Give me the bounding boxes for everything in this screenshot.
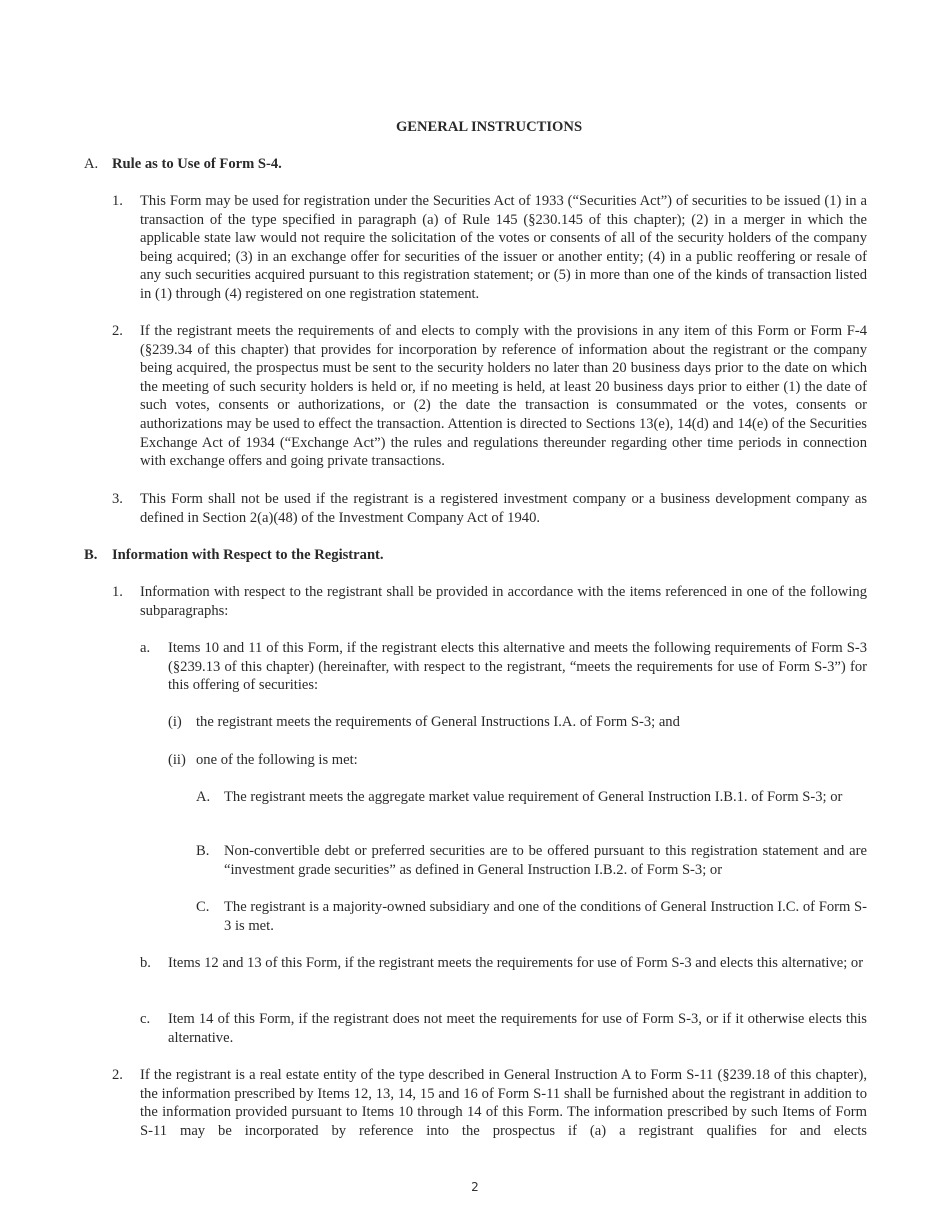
- item-text: This Form shall not be used if the registrant is a registered investment company or a business development company as defined in Section 2(a)(48) of the Investment Company Act of 1940.: [140, 491, 867, 526]
- page-title: GENERAL INSTRUCTIONS: [395, 119, 583, 135]
- item-label: 1.: [112, 193, 123, 209]
- condition-label: A.: [196, 789, 211, 805]
- section-a-title: Rule as to Use of Form S-4.: [112, 156, 282, 172]
- item-label: 2.: [112, 1067, 123, 1083]
- section-b-title: Information with Respect to the Registrant.: [112, 547, 384, 563]
- item-label: 3.: [112, 491, 123, 507]
- section-a-label: A.: [84, 156, 99, 172]
- item-text: If the registrant meets the requirements of and elects to comply with the provisions in any item of this Form or Form F-4 (§239.34 of this chapter) that provides for incorporation by reference of information about the registrant or the company being acquired, the prospectus must be sent to the security holders no later than 20 business days prior to the date on which the meeting of such security holders is held or, if no meeting is held, at least 20 business days prior to either (1) the date of such votes, consents or authorizations, or (2) the date the transaction is consummated or the votes, consents or authorizations may be used to effect the transaction. Attention is directed to Sections 13(e), 14(d) and 14(e) of the Securities Exchange Act of 1934 (“Exchange Act”) the rules and regulations thereunder regarding other time periods in connection with exchange offers and going private transactions.: [140, 323, 867, 470]
- section-b-label: B.: [84, 547, 98, 563]
- condition-label: B.: [196, 843, 210, 859]
- page-number: 2: [471, 1180, 479, 1194]
- subitem-label: c.: [140, 1011, 151, 1027]
- condition-text: Non-convertible debt or preferred securities are to be offered pursuant to this registration statement and are “investment grade securities” as defined in General Instruction I.B.2. of Form S-3; or: [224, 843, 867, 878]
- subitem-text: Items 12 and 13 of this Form, if the registrant meets the requirements for use of Form S-3 and elects this alternative; or: [168, 955, 864, 971]
- item-text: This Form may be used for registration under the Securities Act of 1933 (“Securities Act”) of securities to be issued (1) in a transaction of the type specified in paragraph (a) of Rule 145 (§230.145 of this chapter); (2) in a merger in which the applicable state law would not require the solicitation of the votes or consents of all of the security holders of the company being acquired; (3) in an exchange offer for securities of the issuer or another entity; (4) in a public reoffering or resale of any such securities acquired pursuant to this registration statement; or (5) in more than one of the kinds of transaction listed in (1) through (4) registered on one registration statement.: [140, 193, 867, 302]
- item-text: Information with respect to the registrant shall be provided in accordance with the items referenced in one of the following subparagraphs:: [140, 584, 867, 619]
- subitem-label: a.: [140, 640, 151, 656]
- subitem-label: (i): [168, 714, 182, 730]
- condition-text: The registrant meets the aggregate market value requirement of General Instruction I.B.1. of Form S-3; or: [224, 789, 843, 805]
- subitem-text: Item 14 of this Form, if the registrant does not meet the requirements for use of Form S-3, or if it otherwise elects this alternative.: [168, 1011, 867, 1046]
- item-text: If the registrant is a real estate entity of the type described in General Instruction A to Form S-11 (§239.18 of this chapter), the information prescribed by Items 12, 13, 14, 15 and 16 of Form S-11 shall be furnished about the registrant in addition to the information provided pursuant to Items 10 through 14 of this Form. The information prescribed by such Items of Form S-11 may be incorporated by reference into the prospectus if (a) a registrant qualifies for and elects: [140, 1067, 867, 1139]
- subitem-text: the registrant meets the requirements of General Instructions I.A. of Form S-3; and: [196, 714, 680, 730]
- subitem-label: (ii): [168, 752, 186, 768]
- subitem-text: one of the following is met:: [196, 752, 358, 768]
- item-label: 2.: [112, 323, 123, 339]
- condition-label: C.: [196, 899, 210, 915]
- item-label: 1.: [112, 584, 123, 600]
- subitem-text: Items 10 and 11 of this Form, if the registrant elects this alternative and meets the following requirements of Form S-3 (§239.13 of this chapter) (hereinafter, with respect to the registrant, “meets the requirements for use of Form S-3”) for this offering of securities:: [168, 640, 867, 694]
- subitem-label: b.: [140, 955, 151, 971]
- condition-text: The registrant is a majority-owned subsidiary and one of the conditions of General Instruction I.C. of Form S-3 is met.: [224, 899, 867, 934]
